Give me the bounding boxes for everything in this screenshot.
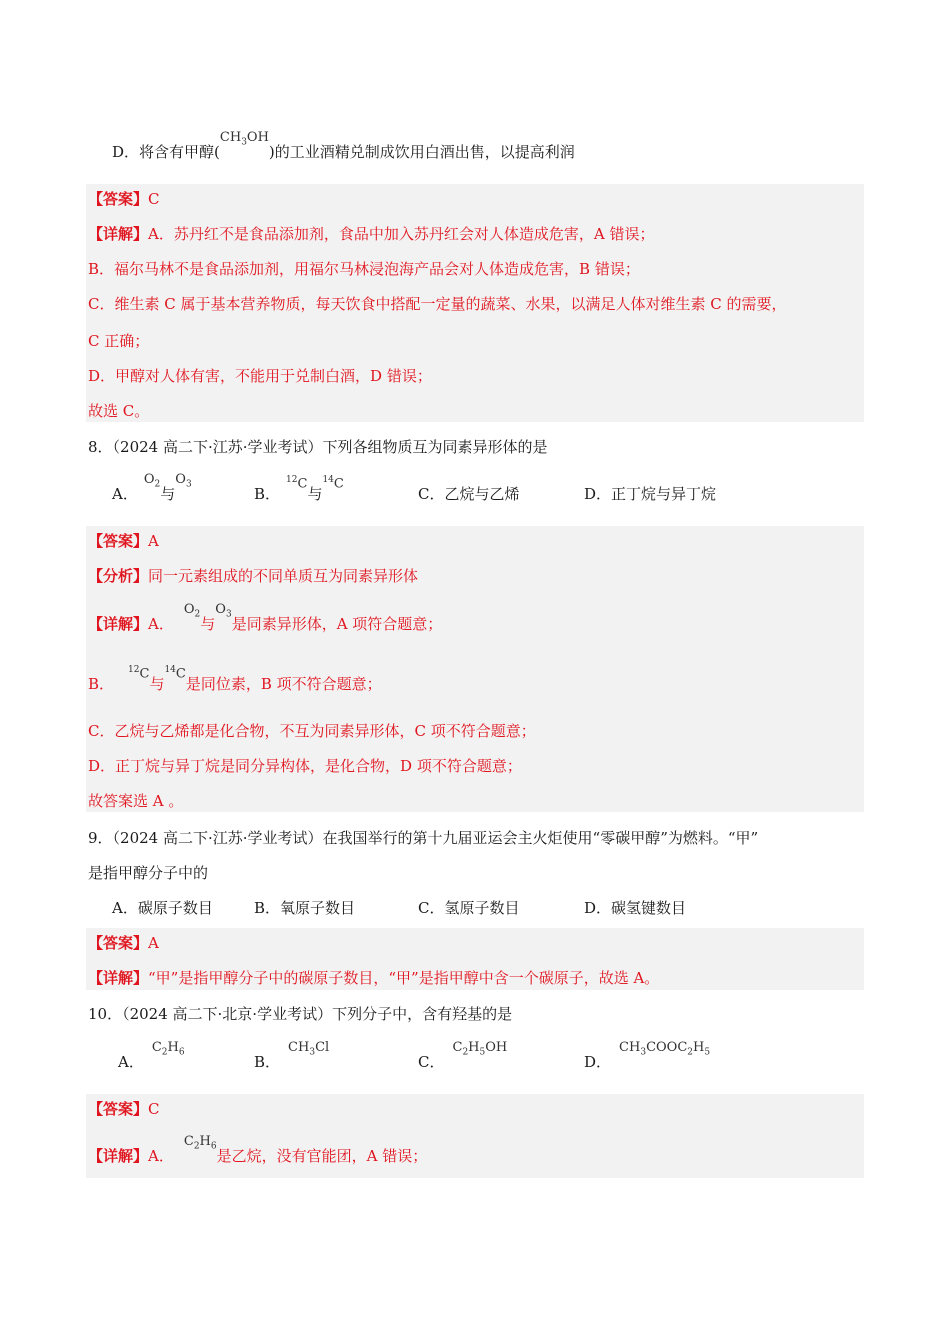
q8-option-d: D．正丁烷与异丁烷: [584, 485, 717, 503]
answer-value: A: [148, 934, 159, 952]
answer-value: C: [148, 190, 160, 208]
q8-detail-b-label: B．: [88, 675, 115, 693]
q8-option-b-label: B．: [254, 485, 281, 503]
detail-tag: 【详解】: [88, 1147, 149, 1165]
q8-detail-a-label: A．: [148, 615, 174, 633]
q10-answer: [88, 1099, 160, 1119]
formula-o3: $O_3$: [215, 602, 232, 620]
q10-option-d-label: D．: [584, 1053, 612, 1071]
q9-stem-2: 是指甲醇分子中的: [88, 864, 209, 882]
formula-ch3cooc2h5: $CH_3COOC_2H_5$: [619, 1040, 711, 1058]
answer-value: C: [148, 1100, 160, 1118]
formula-c2h6: $C_2H_6$: [151, 1040, 185, 1058]
q8-option-b-mid: 与: [307, 485, 323, 503]
q8-detail-a-text: 是同素异形体，A 项符合题意；: [231, 615, 443, 633]
q7-detail-text-1: A．苏丹红不是食品添加剂，食品中加入苏丹红会对人体造成危害，A 错误；: [148, 225, 655, 243]
q8-answer: [88, 531, 159, 551]
answer-tag: 【答案】: [88, 1100, 149, 1118]
q9-detail: [88, 968, 659, 988]
detail-text: “甲”是指甲醇分子中的碳原子数目，“甲”是指甲醇中含一个碳原子，故选 A。: [148, 969, 660, 987]
formula-14c: $^{14}$C: [164, 665, 186, 682]
answer-value: A: [148, 532, 159, 550]
q10-option-d: [584, 1040, 711, 1077]
q8-detail-a-mid: 与: [200, 615, 216, 633]
q10-option-a-label: A．: [118, 1053, 144, 1071]
detail-tag: 【详解】: [88, 969, 149, 987]
q8-conclusion: 故答案选 A 。: [88, 792, 184, 810]
q10-option-b: [254, 1040, 330, 1077]
q7-detail-line-4: C 正确；: [88, 332, 150, 350]
q9-stem-1: 9．（2024 高二下·江苏·学业考试）在我国举行的第十九届亚运会主火炬使用“零碳甲醇”为燃料。“甲”: [88, 829, 759, 847]
q7-option-d: [112, 130, 575, 167]
q7-detail-line-2: B．福尔马林不是食品添加剂，用福尔马林浸泡海产品会对人体造成危害，B 错误；: [88, 260, 640, 278]
q8-option-b: [254, 475, 344, 508]
answer-tag: 【答案】: [88, 532, 149, 550]
formula-o3: $O_3$: [175, 472, 192, 490]
analysis-tag: 【分析】: [88, 567, 149, 585]
q9-option-d: D．碳氢键数目: [584, 899, 687, 917]
q10-option-c: [418, 1040, 508, 1077]
q10-option-b-label: B．: [254, 1053, 281, 1071]
q7-answer: [88, 189, 160, 209]
q10-option-a: [118, 1040, 185, 1077]
q8-detail-b: [88, 665, 382, 698]
q7-detail-line-3: C．维生素 C 属于基本营养物质，每天饮食中搭配一定量的蔬菜、水果，以满足人体对维生素 C 的需要，: [88, 295, 787, 313]
detail-tag: 【详解】: [88, 225, 149, 243]
q10-detail-text: 是乙烷，没有官能团，A 错误；: [216, 1147, 428, 1165]
q8-option-a-label: A．: [112, 485, 138, 503]
q8-stem: 8．（2024 高二下·江苏·学业考试）下列各组物质互为同素异形体的是: [88, 438, 548, 456]
q7-detail-line-5: D．甲醇对人体有害，不能用于兑制白酒，D 错误；: [88, 367, 432, 385]
answer-tag: 【答案】: [88, 190, 149, 208]
analysis-text: 同一元素组成的不同单质互为同素异形体: [148, 567, 419, 585]
q7-option-d-prefix: D．将含有甲醇(: [112, 143, 220, 161]
q8-detail-b-text: 是同位素，B 项不符合题意；: [185, 675, 382, 693]
q8-detail-b-mid: 与: [149, 675, 165, 693]
q9-option-c: C．氢原子数目: [418, 899, 520, 917]
q10-detail: [88, 1134, 428, 1171]
q8-analysis: [88, 566, 418, 586]
formula-o2: $O_2$: [183, 602, 201, 620]
formula-ch3oh: $CH_3OH$: [219, 130, 269, 148]
q7-option-d-suffix: )的工业酒精兑制成饮用白酒出售，以提高利润: [268, 143, 575, 161]
formula-14c: $^{14}$C: [322, 475, 344, 492]
formula-12c: $^{12}$C: [286, 475, 308, 492]
q9-answer: [88, 933, 159, 953]
q8-option-a: [112, 472, 192, 509]
q8-option-a-mid: 与: [160, 485, 176, 503]
q7-detail-line-6: 故选 C。: [88, 402, 150, 420]
formula-ch3cl: $CH_3Cl$: [288, 1040, 330, 1058]
formula-c2h6: $C_2H_6$: [183, 1134, 217, 1152]
q9-option-a: A．碳原子数目: [112, 899, 213, 917]
q10-stem: 10．（2024 高二下·北京·学业考试）下列分子中，含有羟基的是: [88, 1005, 513, 1023]
q8-option-c: C．乙烷与乙烯: [418, 485, 520, 503]
formula-12c: $^{12}$C: [128, 665, 150, 682]
formula-c2h5oh: $C_2H_5OH$: [452, 1040, 508, 1058]
q8-detail-a: [88, 602, 443, 639]
q8-detail-c: C．乙烷与乙烯都是化合物，不互为同素异形体，C 项不符合题意；: [88, 722, 536, 740]
q10-option-c-label: C．: [418, 1053, 445, 1071]
q8-detail-d: D．正丁烷与异丁烷是同分异构体，是化合物，D 项不符合题意；: [88, 757, 522, 775]
formula-o2: $O_2$: [143, 472, 161, 490]
detail-tag: 【详解】: [88, 615, 149, 633]
q10-detail-label: A．: [148, 1147, 174, 1165]
answer-tag: 【答案】: [88, 934, 149, 952]
q7-detail-line-1: [88, 224, 654, 244]
q9-option-b: B．氧原子数目: [254, 899, 356, 917]
